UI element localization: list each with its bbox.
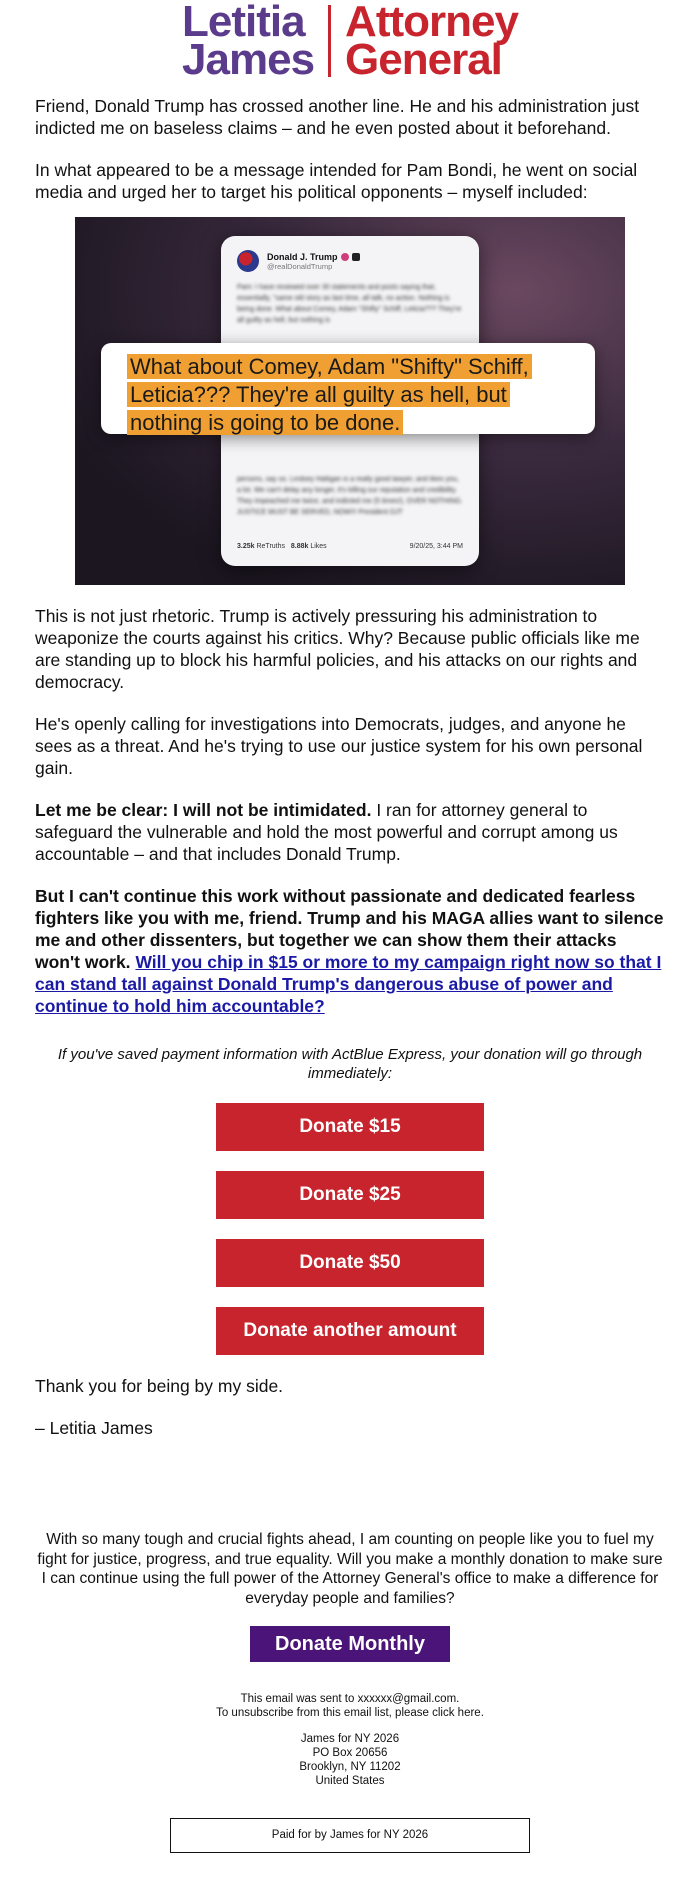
actblue-express-note: If you've saved payment information with ActBlue Express, your donation will go through immediately: — [57, 1046, 643, 1082]
donate-15-button[interactable]: Donate $15 — [216, 1103, 484, 1151]
monthly-appeal-text: With so many tough and crucial fights ahead, I am counting on people like you to fuel my fight for justice, progress, and true equality. Will you make a monthly donation to make sure I can continue using the full power of the Attorney General's office to make a difference for everyday people and families? — [37, 1531, 663, 1607]
logo-title-line2: General — [345, 35, 502, 84]
intro-paragraph-2: In what appeared to be a message intended for Pam Bondi, he went on social media and urged her to target his political opponents – myself included: — [35, 160, 638, 202]
thank-you-line: Thank you for being by my side. — [35, 1376, 284, 1396]
verified-icon — [341, 253, 349, 261]
p5-bold-lead: Let me be clear: I will not be intimidated. — [35, 800, 372, 820]
donate-monthly-button[interactable]: Donate Monthly — [250, 1626, 450, 1662]
tweet-timestamp: 9/20/25, 3:44 PM — [409, 543, 463, 550]
body-paragraph-4: He's openly calling for investigations into Democrats, judges, and anyone he sees as a threat. And he's trying to use our justice system for his own personal gain. — [35, 714, 643, 778]
tweet-handle: @realDonaldTrump — [267, 261, 333, 271]
address-city: Brooklyn, NY 11202 — [299, 1761, 401, 1773]
donation-ask-link[interactable]: Will you chip in $15 or more to my campaign right now so that I can stand tall against Donald Trump's dangerous abuse of power and continue to hold him accountable? — [35, 952, 662, 1016]
sent-to-line: This email was sent to xxxxxx@gmail.com. — [240, 1693, 460, 1705]
email-body — [0, 82, 700, 203]
mailing-address — [0, 1732, 700, 1788]
logo-last-name: James — [182, 35, 315, 84]
tweet-author-name: Donald J. Trump — [267, 251, 338, 262]
address-po-box: PO Box 20656 — [312, 1747, 388, 1759]
tweet-stats — [237, 543, 327, 550]
paid-for-disclaimer: Paid for by James for NY 2026 — [170, 1818, 530, 1853]
logo-title-line1: Attorney — [345, 0, 518, 46]
likes-count: 8.88k — [290, 543, 309, 550]
account-badge-icon — [352, 253, 360, 261]
logo-name — [182, 0, 315, 84]
retruths-label: ReTruths — [256, 543, 286, 550]
logo-divider — [328, 5, 331, 77]
signature: – Letitia James — [35, 1418, 153, 1438]
tweet-blurred-text-top: Pam: I have reviewed over 30 statements and posts saying that, essentially, "same old story as last time, all talk, no action. Nothing is being done. What about Comey, Adam "Shifty" Schiff, Leticia??? They're all guilty as hell, but nothing is — [237, 284, 462, 324]
likes-label: Likes — [310, 543, 327, 550]
tweet-footer — [237, 543, 463, 550]
p6-bold-text: But I can't continue this work without passionate and dedicated fearless fighters like you with me, friend. Trump and his MAGA allies want to silence me and other dissenters, but together we can show them their attacks won't work. — [35, 886, 664, 972]
address-org: James for NY 2026 — [300, 1733, 400, 1745]
hero-image[interactable] — [75, 217, 625, 585]
retruths-count: 3.25k — [237, 543, 255, 550]
highlighted-quote — [101, 343, 595, 434]
tweet-header — [221, 236, 479, 272]
body-paragraph-6 — [35, 885, 665, 1017]
email-body-continued — [0, 605, 700, 1017]
campaign-logo[interactable] — [0, 0, 700, 82]
unsubscribe-link[interactable]: To unsubscribe from this email list, please click here. — [216, 1707, 484, 1719]
intro-paragraph-1: Friend, Donald Trump has crossed another line. He and his administration just indicted me on baseless claims – and he even posted about it beforehand. — [35, 96, 640, 138]
unsubscribe-line — [0, 1706, 700, 1720]
body-paragraph-5 — [35, 799, 665, 865]
p5-rest: I ran for attorney general to safeguard the vulnerable and hold the most powerful and corrupt among us accountable – and that includes Donald Trump. — [35, 800, 618, 864]
email-footer — [0, 1692, 700, 1853]
logo-first-name: Letitia — [182, 0, 305, 46]
logo-title — [345, 0, 518, 84]
tweet-author — [267, 252, 360, 271]
avatar — [237, 250, 259, 272]
tweet-blurred-text-bottom: persons, say so. Lindsey Halligan is a really good lawyer, and likes you, a lot. We can't delay any longer, it's killing our reputation and credibility. They impeached me twice, and indicted me (5 times!), OVER NOTHING. JUSTICE MUST BE SERVED, NOW!!! President DJT — [237, 476, 463, 516]
donate-25-button[interactable]: Donate $25 — [216, 1171, 484, 1219]
donate-50-button[interactable]: Donate $50 — [216, 1239, 484, 1287]
donate-other-amount-button[interactable]: Donate another amount — [216, 1307, 484, 1355]
address-country: United States — [315, 1775, 385, 1787]
quote-text: What about Comey, Adam "Shifty" Schiff, Leticia??? They're all guilty as hell, but nothing is going to be done. — [127, 354, 532, 435]
body-paragraph-3: This is not just rhetoric. Trump is actively pressuring his administration to weaponize the courts against his critics. Why? Because public officials like me are standing up to block his harmful policies, and his attacks on our rights and democracy. — [35, 606, 640, 692]
